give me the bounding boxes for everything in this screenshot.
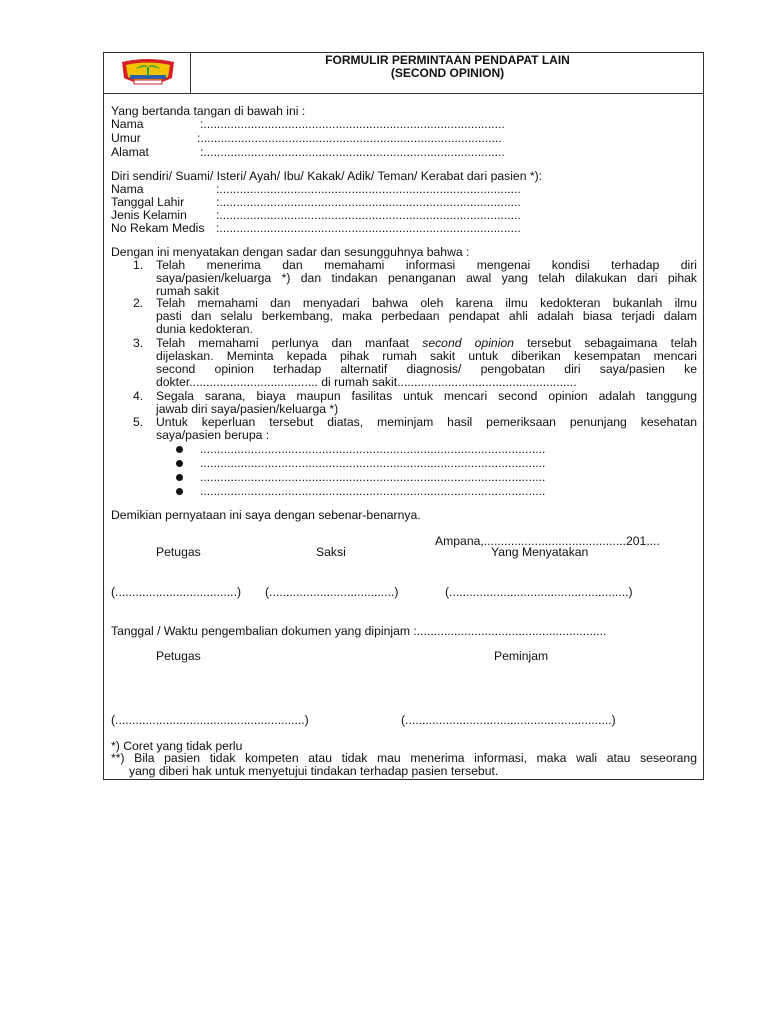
- bullet-field-1[interactable]: ......................................................................................................: [200, 442, 546, 456]
- bullet-field-3[interactable]: ......................................................................................................: [200, 470, 546, 484]
- place-date-field[interactable]: Ampana,..........................................201....: [435, 534, 660, 548]
- item-2-line-1: Telah memahami dan menyadari bahwa oleh karena ilmu kedokteran bukanlah ilmu: [156, 296, 697, 310]
- item-5-number: 5.: [133, 415, 144, 429]
- title-line-2: (SECOND OPINION): [390, 66, 505, 80]
- item-5-line-1: Untuk keperluan tersebut diatas, meminjam hasil pemeriksaan penunjang kesehatan: [156, 415, 697, 429]
- second-opinion-italic: second opinion: [422, 336, 514, 350]
- bullet-dot: [176, 474, 183, 481]
- footnote-1: *) Coret yang tidak perlu: [111, 739, 243, 753]
- bullet-field-4[interactable]: ......................................................................................................: [200, 484, 546, 498]
- bullet-dot: [176, 460, 183, 467]
- logo-cell: [104, 53, 191, 93]
- item-3-line-1b: tersebut sebagaimana telah: [527, 336, 698, 350]
- petugas-signature-line[interactable]: (....................................): [111, 585, 242, 599]
- patient-name-field[interactable]: :.........................................................................................: [216, 182, 521, 196]
- item-2-line-2: pasti dan selalu berkembang, maka perbedaan pendapat ahli adalah biasa terjadi dalam: [156, 309, 697, 323]
- return-petugas-signature[interactable]: (........................................................): [111, 713, 309, 727]
- item-1-line-3: rumah sakit: [156, 284, 219, 298]
- item-3-line-3: second opinion terhadap alternatif diagnosis/ pengobatan diri saya/pasien ke: [156, 362, 697, 376]
- saksi-label: Saksi: [316, 545, 346, 559]
- title-line-1: FORMULIR PERMINTAAN PENDAPAT LAIN: [325, 53, 570, 67]
- item-4-number: 4.: [133, 389, 144, 403]
- item-5-line-2: saya/pasien berupa :: [156, 428, 270, 442]
- patient-sex-label: Jenis Kelamin: [111, 208, 187, 222]
- footnote-2-line-2: yang diberi hak untuk menyetujui tindakan terhadap pasien tersebut.: [129, 764, 499, 778]
- bullet-dot: [176, 488, 183, 495]
- item-1-line-1: Telah menerima dan memahami informasi mengenai kondisi terhadap diri: [156, 258, 697, 272]
- peminjam-signature[interactable]: (.............................................................): [401, 713, 616, 727]
- peminjam-label: Peminjam: [494, 649, 549, 663]
- statement-intro: Dengan ini menyatakan dengan sadar dan sesungguhnya bahwa :: [111, 245, 470, 259]
- patient-intro: Diri sendiri/ Suami/ Isteri/ Ayah/ Ibu/ Kakak/ Adik/ Teman/ Kerabat dari pasien *):: [111, 169, 543, 183]
- form-header: [104, 53, 703, 94]
- item-3-line-2: dijelaskan. Meminta kepada pihak rumah sakit untuk diberikan kesempatan mencari: [156, 349, 697, 363]
- signer-age-field[interactable]: :.........................................................................................: [197, 131, 502, 145]
- petugas-label: Petugas: [156, 545, 201, 559]
- footnote-2-line-1: **) Bila pasien tidak kompeten atau tidak mau menerima informasi, maka wali atau seseorang: [111, 751, 697, 765]
- signer-name-field[interactable]: :.........................................................................................: [200, 117, 505, 131]
- patient-mrn-label: No Rekam Medis: [111, 221, 205, 235]
- bullet-dot: [176, 446, 183, 453]
- item-2-line-3: dunia kedokteran.: [156, 322, 253, 336]
- patient-dob-label: Tanggal Lahir: [111, 195, 185, 209]
- return-petugas-label: Petugas: [156, 649, 201, 663]
- patient-mrn-field[interactable]: :.........................................................................................: [216, 221, 521, 235]
- item-4-line-2: jawab diri saya/pasien/keluarga *): [156, 402, 339, 416]
- regency-logo-icon: [120, 58, 176, 88]
- item-4-line-1: Segala sarana, biaya maupun fasilitas untuk mencari second opinion adalah tanggung: [156, 389, 697, 403]
- item-2-number: 2.: [133, 296, 144, 310]
- patient-sex-field[interactable]: :.........................................................................................: [216, 208, 521, 222]
- saksi-signature-line[interactable]: (.....................................): [265, 585, 399, 599]
- bullet-field-2[interactable]: ......................................................................................................: [200, 456, 546, 470]
- signer-name-label: Nama: [111, 117, 144, 131]
- item-1-number: 1.: [133, 258, 144, 272]
- signer-address-label: Alamat: [111, 145, 149, 159]
- closing-statement: Demikian pernyataan ini saya dengan sebenar-benarnya.: [111, 508, 421, 522]
- item-3-line-4[interactable]: dokter...................................... di rumah sakit.....................................................: [156, 375, 577, 389]
- declarant-signature-line[interactable]: (.....................................................): [445, 585, 633, 599]
- item-3-number: 3.: [133, 336, 144, 350]
- signer-age-label: Umur: [111, 131, 141, 145]
- patient-name-label: Nama: [111, 182, 144, 196]
- patient-dob-field[interactable]: :.........................................................................................: [216, 195, 521, 209]
- item-3-line-1a: Telah memahami perlunya dan manfaat: [156, 336, 410, 350]
- yang-menyatakan-label: Yang Menyatakan: [491, 545, 589, 559]
- return-date-field[interactable]: Tanggal / Waktu pengembalian dokumen yang dipinjam :........................................................: [111, 624, 607, 638]
- form-title: [191, 54, 704, 80]
- item-1-line-2: saya/pasien/keluarga *) dan tindakan penanganan awal yang telah dilakukan dari pihak: [156, 271, 697, 285]
- signer-address-field[interactable]: :.........................................................................................: [200, 145, 505, 159]
- signer-intro: Yang bertanda tangan di bawah ini :: [111, 104, 306, 118]
